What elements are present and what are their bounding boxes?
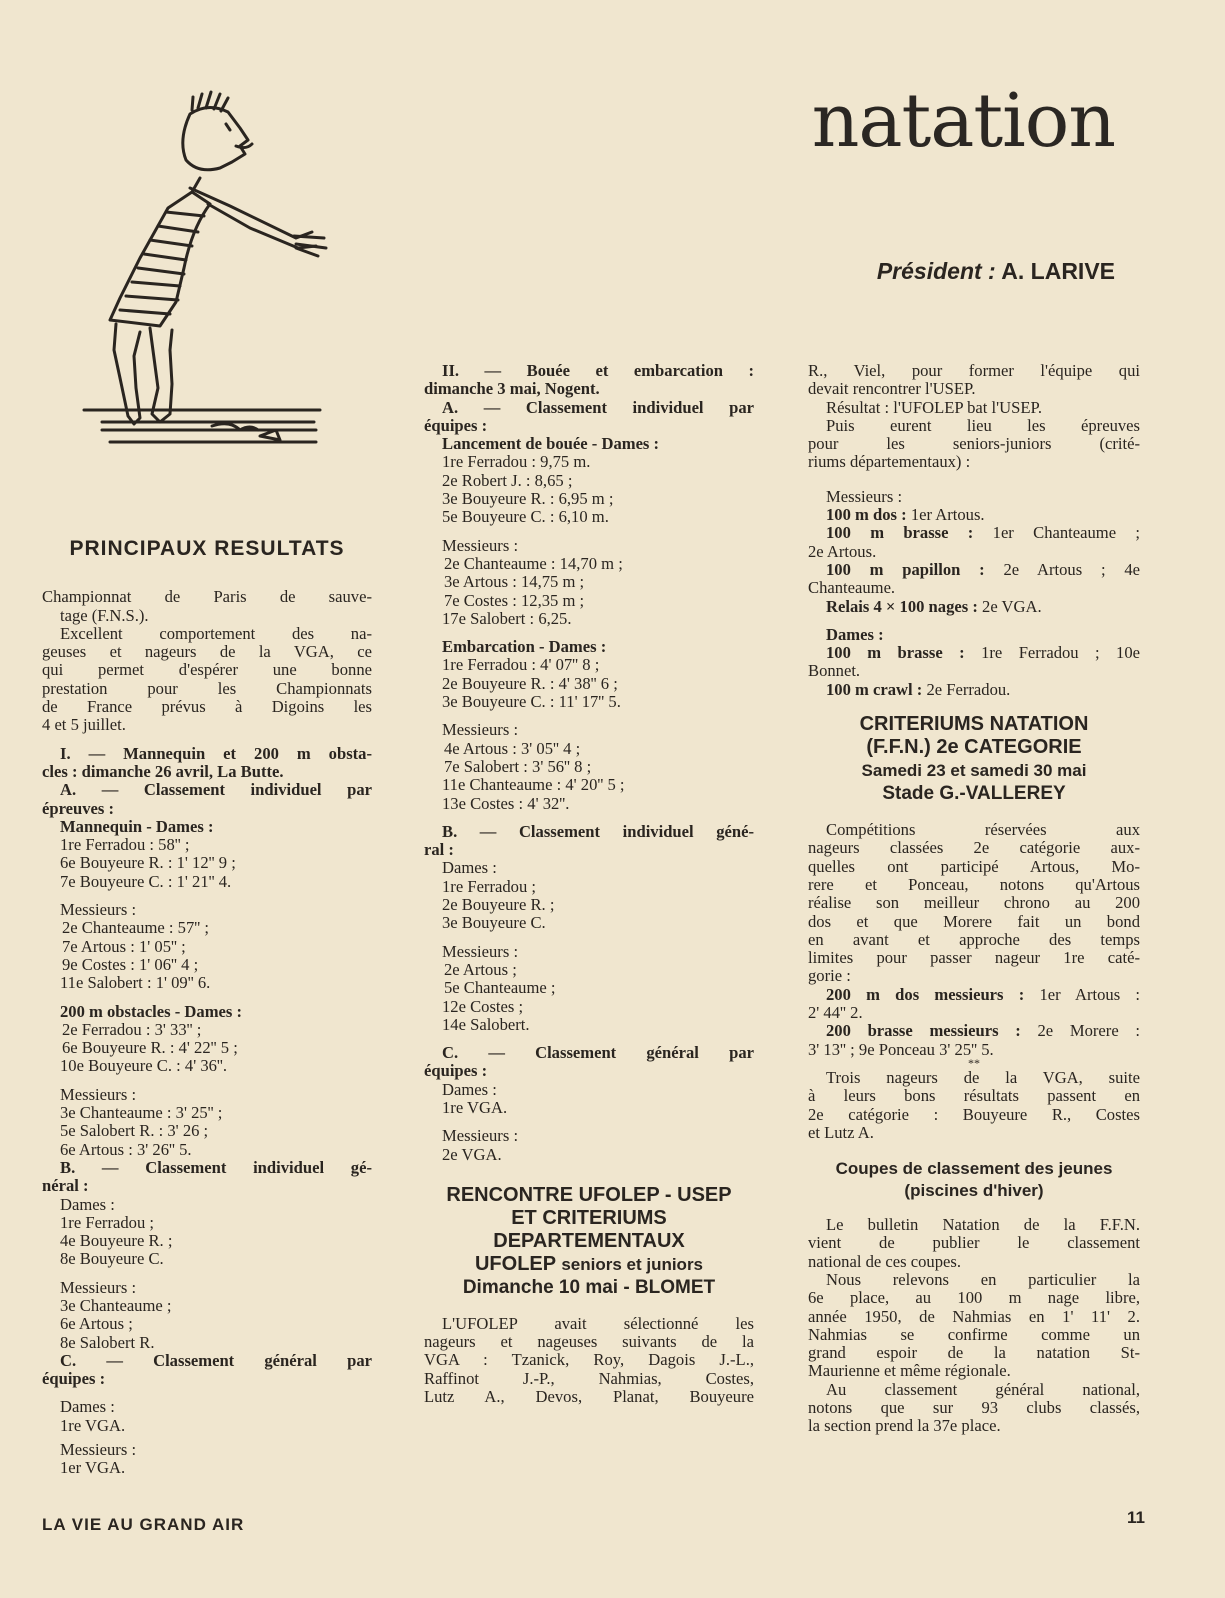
- result-line: 1re Ferradou ;: [442, 876, 536, 896]
- result-line: 11e Salobert : 1' 09'' 6.: [60, 973, 211, 993]
- text-line: gorie :: [808, 966, 851, 986]
- result-line: 5e Bouyeure C. : 6,10 m.: [442, 507, 609, 527]
- group-label: Dames :: [442, 858, 497, 878]
- subsection-title: équipes :: [42, 1369, 106, 1389]
- text-line: la section prend la 37e place.: [808, 1416, 1001, 1436]
- text-line: qui permet d'espérer une bonne: [42, 660, 372, 680]
- text-line: R., Viel, pour former l'équipe qui: [808, 361, 1140, 380]
- subsection-title: B. — Classement individuel gé-: [60, 1157, 372, 1177]
- result-line: 7e Salobert : 3' 56'' 8 ;: [444, 756, 592, 776]
- result-line: 11e Chanteaume : 4' 20'' 5 ;: [442, 775, 625, 795]
- result-line: 2e VGA.: [442, 1144, 502, 1164]
- text-line: quelles ont participé Artous, Mo-: [808, 856, 1140, 876]
- heading-date: Samedi 23 et samedi 30 mai: [861, 761, 1087, 781]
- event-label: 100 m brasse :: [826, 643, 965, 663]
- result-line: [808, 506, 1140, 524]
- subsection-title: C. — Classement général par: [442, 1043, 754, 1063]
- group-label: Messieurs :: [60, 900, 137, 920]
- result-line: 2e Chanteaume : 57'' ;: [62, 918, 209, 938]
- heading-line: Coupes de classement des jeunes: [835, 1159, 1113, 1179]
- heading-line: CRITERIUMS NATATION: [859, 713, 1089, 736]
- group-label: Dames :: [442, 1079, 497, 1099]
- result-line: 2e Chanteaume : 14,70 m ;: [444, 553, 623, 573]
- section-heading-criteriums: [808, 713, 1140, 805]
- section-heading-coupes: [808, 1158, 1140, 1202]
- text-line: Résultat : l'UFOLEP bat l'USEP.: [826, 397, 1043, 417]
- section-title: II. — Bouée et embarcation :: [442, 361, 754, 380]
- magazine-name: LA VIE AU GRAND AIR: [42, 1515, 245, 1534]
- result-line: [808, 986, 1140, 1004]
- result-line: 7e Bouyeure C. : 1' 21'' 4.: [60, 871, 232, 891]
- group-label: Messieurs :: [442, 720, 519, 740]
- text-line: prestation pour les Championnats: [42, 678, 372, 698]
- group-label: Dames :: [826, 624, 884, 644]
- result-line: 12e Costes ;: [442, 996, 524, 1016]
- result-line: 14e Salobert.: [442, 1014, 530, 1034]
- result-line: 6e Bouyeure R. : 1' 12'' 9 ;: [60, 853, 236, 873]
- result-line: 3' 13'' ; 9e Ponceau 3' 25'' 5.: [808, 1039, 994, 1059]
- subsection-title: B. — Classement individuel géné-: [442, 821, 754, 841]
- swimmer-illustration: [80, 88, 340, 468]
- event-value: 2e Morere :: [1037, 1021, 1140, 1041]
- column-3: [808, 362, 1140, 1436]
- asterism: **: [968, 1055, 980, 1070]
- text-line: Le bulletin Natation de la F.F.N.: [826, 1215, 1140, 1235]
- text-line: année 1950, de Nahmias en 1' 11' 2.: [808, 1306, 1140, 1326]
- result-line: 7e Costes : 12,35 m ;: [444, 590, 585, 610]
- section-title: I. — Mannequin et 200 m obsta-: [60, 743, 372, 763]
- section-title: cles : dimanche 26 avril, La Butte.: [42, 761, 284, 781]
- text-line: rere et Ponceau, notons qu'Artous: [808, 874, 1140, 894]
- text-line: et Lutz A.: [808, 1122, 874, 1142]
- event-title: 200 m obstacles - Dames :: [60, 1001, 243, 1021]
- subsection-title: néral :: [42, 1176, 89, 1196]
- event-value: 2e VGA.: [982, 596, 1042, 616]
- event-label: 100 m papillon :: [826, 559, 985, 579]
- group-label: Messieurs :: [60, 1440, 137, 1460]
- text-line: limites pour passer nageur 1re caté-: [808, 948, 1140, 968]
- heading-line: DEPARTEMENTAUX: [493, 1229, 685, 1252]
- event-value: 2e Artous ; 4e: [1003, 559, 1140, 579]
- group-label: Messieurs :: [60, 1277, 137, 1297]
- result-line: 3e Bouyeure R. : 6,95 m ;: [442, 489, 614, 509]
- section-title: dimanche 3 mai, Nogent.: [424, 379, 600, 399]
- result-line: 2e Robert J. : 8,65 ;: [442, 470, 573, 490]
- result-line: 2e Artous ;: [444, 959, 517, 979]
- heading-venue: Stade G.-VALLEREY: [882, 783, 1066, 805]
- event-value: 1er Chanteaume ;: [992, 523, 1140, 543]
- result-line: 3e Bouyeure C.: [442, 913, 546, 933]
- column-1: [42, 537, 372, 1478]
- president-name: A. LARIVE: [1001, 258, 1115, 284]
- president-line: [877, 258, 1115, 285]
- text-line: 4 et 5 juillet.: [42, 715, 126, 735]
- event-value: 1er Artous :: [1039, 984, 1140, 1004]
- result-line: 9e Costes : 1' 06'' 4 ;: [62, 954, 199, 974]
- text-line: Nahmias se confirme comme un: [808, 1324, 1140, 1344]
- event-label: 100 m brasse :: [826, 523, 974, 543]
- text-line: L'UFOLEP avait sélectionné les: [442, 1313, 754, 1333]
- heading-line: [424, 1253, 754, 1276]
- subsection-title: ral :: [424, 840, 454, 860]
- text-line: 6e place, au 100 m nage libre,: [808, 1288, 1140, 1308]
- result-line: 6e Bouyeure R. : 4' 22'' 5 ;: [62, 1038, 238, 1058]
- result-line: 17e Salobert : 6,25.: [442, 608, 572, 628]
- text-line: réalise son meilleur chrono au 200: [808, 893, 1140, 913]
- page-title: natation: [811, 78, 1115, 164]
- heading-line: RENCONTRE UFOLEP - USEP: [446, 1183, 732, 1206]
- text-line: vient de publier le classement: [808, 1233, 1140, 1253]
- text-line: geuses et nageurs de la VGA, ce: [42, 642, 372, 662]
- result-line: 6e Artous : 3' 26'' 5.: [60, 1139, 192, 1159]
- result-line: [808, 561, 1140, 579]
- text-line: dos et que Morere fait un bond: [808, 911, 1140, 931]
- result-line: 5e Chanteaume ;: [444, 978, 556, 998]
- text-line: Championnat de Paris de sauve-: [42, 587, 372, 607]
- group-label: Dames :: [60, 1397, 115, 1417]
- event-label: 100 m crawl :: [826, 679, 923, 699]
- text-line: 2e catégorie : Bouyeure R., Costes: [808, 1104, 1140, 1124]
- result-line: 13e Costes : 4' 32''.: [442, 793, 570, 813]
- result-line: 4e Artous : 3' 05'' 4 ;: [444, 738, 581, 758]
- text-line: tage (F.N.S.).: [60, 605, 149, 625]
- result-line: 1re Ferradou : 9,75 m.: [442, 452, 591, 472]
- result-line: 1re VGA.: [442, 1097, 508, 1117]
- subsection-title: A. — Classement individuel par: [60, 780, 372, 800]
- result-line: 1er VGA.: [60, 1458, 126, 1478]
- result-line: 8e Salobert R.: [60, 1332, 155, 1352]
- result-line: 2e Bouyeure R. : 4' 38'' 6 ;: [442, 673, 618, 693]
- text-line: Nous relevons en particulier la: [826, 1269, 1140, 1289]
- text-line: de France prévus à Digoins les: [42, 697, 372, 717]
- heading-ufolep: UFOLEP: [474, 1252, 556, 1275]
- event-title: Embarcation - Dames :: [442, 637, 607, 657]
- result-line: [808, 598, 1140, 616]
- text-line: Au classement général national,: [826, 1379, 1140, 1399]
- text-line: VGA : Tzanick, Roy, Dagois J.-L.,: [424, 1350, 754, 1370]
- result-line: 2' 44'' 2.: [808, 1003, 863, 1023]
- text-line: riums départementaux) :: [808, 452, 971, 472]
- text-line: national de ces coupes.: [808, 1251, 961, 1271]
- heading-category: seniors et juniors: [561, 1254, 704, 1274]
- column-2: [424, 362, 754, 1406]
- subsection-title: équipes :: [424, 415, 488, 435]
- text-line: Lutz A., Devos, Planat, Bouyeure: [424, 1387, 754, 1407]
- group-label: Messieurs :: [442, 941, 519, 961]
- text-line: nageurs classées 2e catégorie aux-: [808, 838, 1140, 858]
- group-label: Messieurs :: [60, 1084, 137, 1104]
- result-line: Bonnet.: [808, 661, 861, 681]
- result-line: [808, 681, 1140, 699]
- group-label: Messieurs :: [826, 486, 903, 506]
- heading-line: (piscines d'hiver): [904, 1181, 1044, 1201]
- result-line: 8e Bouyeure C.: [60, 1249, 164, 1269]
- result-line: 7e Artous : 1' 05'' ;: [62, 936, 186, 956]
- result-line: 2e Artous.: [808, 541, 877, 561]
- section-heading-ufolep: [424, 1184, 754, 1299]
- heading-line: (F.F.N.) 2e CATEGORIE: [866, 736, 1082, 759]
- result-line: 10e Bouyeure C. : 4' 36''.: [60, 1056, 228, 1076]
- text-line: Puis eurent lieu les épreuves: [826, 415, 1140, 435]
- group-label: Dames :: [60, 1194, 115, 1214]
- result-line: 1re Ferradou : 58'' ;: [60, 835, 190, 855]
- event-label: 200 m dos messieurs :: [826, 984, 1025, 1004]
- text-line: Raffinot J.-P., Nahmias, Costes,: [424, 1368, 754, 1388]
- event-label: 200 brasse messieurs :: [826, 1021, 1021, 1041]
- text-line: devait rencontrer l'USEP.: [808, 379, 976, 399]
- result-line: 2e Ferradou : 3' 33'' ;: [62, 1019, 202, 1039]
- result-line: 4e Bouyeure R. ;: [60, 1231, 173, 1251]
- text-line: notons que sur 93 clubs classés,: [808, 1398, 1140, 1418]
- subsection-title: A. — Classement individuel par: [442, 397, 754, 417]
- result-line: 1re VGA.: [60, 1415, 126, 1435]
- event-value: 1er Artous.: [910, 505, 985, 525]
- event-value: 1re Ferradou ; 10e: [981, 643, 1141, 663]
- text-line: Trois nageurs de la VGA, suite: [826, 1067, 1140, 1087]
- heading-date: Dimanche 10 mai - BLOMET: [462, 1276, 716, 1298]
- event-label: 100 m dos :: [826, 505, 907, 525]
- event-title: Mannequin - Dames :: [60, 816, 214, 836]
- president-label: Président :: [876, 258, 996, 284]
- event-value: 2e Ferradou.: [926, 679, 1011, 699]
- text-line: pour les seniors-juniors (crité-: [808, 434, 1140, 454]
- group-label: Messieurs :: [442, 535, 519, 555]
- result-line: Chanteaume.: [808, 578, 896, 598]
- result-line: 1re Ferradou : 4' 07'' 8 ;: [442, 655, 600, 675]
- text-line: Maurienne et même régionale.: [808, 1361, 1011, 1381]
- result-line: 3e Chanteaume ;: [60, 1295, 172, 1315]
- result-line: 3e Artous : 14,75 m ;: [444, 572, 585, 592]
- page-number: 11: [1127, 1508, 1145, 1527]
- text-line: nageurs et nageuses suivants de la: [424, 1332, 754, 1352]
- heading-line: ET CRITERIUMS: [511, 1206, 667, 1229]
- result-line: [808, 524, 1140, 542]
- text-line: à leurs bons résultats passent en: [808, 1086, 1140, 1106]
- subsection-title: C. — Classement général par: [60, 1350, 372, 1370]
- result-line: 1re Ferradou ;: [60, 1212, 154, 1232]
- subsection-title: épreuves :: [42, 798, 115, 818]
- subsection-title: équipes :: [424, 1061, 488, 1081]
- result-line: 5e Salobert R. : 3' 26 ;: [60, 1121, 209, 1141]
- result-line: 2e Bouyeure R. ;: [442, 895, 555, 915]
- result-line: 3e Bouyeure C. : 11' 17'' 5.: [442, 692, 621, 712]
- event-label: Relais 4 × 100 nages :: [826, 596, 978, 616]
- result-line: 3e Chanteaume : 3' 25'' ;: [60, 1103, 223, 1123]
- result-line: [808, 644, 1140, 662]
- text-line: Compétitions réservées aux: [826, 820, 1140, 840]
- text-line: Excellent comportement des na-: [60, 623, 372, 643]
- result-line: 6e Artous ;: [60, 1314, 133, 1334]
- event-title: Lancement de bouée - Dames :: [442, 434, 660, 454]
- section-heading-principaux: PRINCIPAUX RESULTATS: [69, 537, 345, 560]
- result-line: [808, 1022, 1140, 1040]
- text-line: grand espoir de la natation St-: [808, 1343, 1140, 1363]
- text-line: en avant et approche des temps: [808, 929, 1140, 949]
- group-label: Messieurs :: [442, 1126, 519, 1146]
